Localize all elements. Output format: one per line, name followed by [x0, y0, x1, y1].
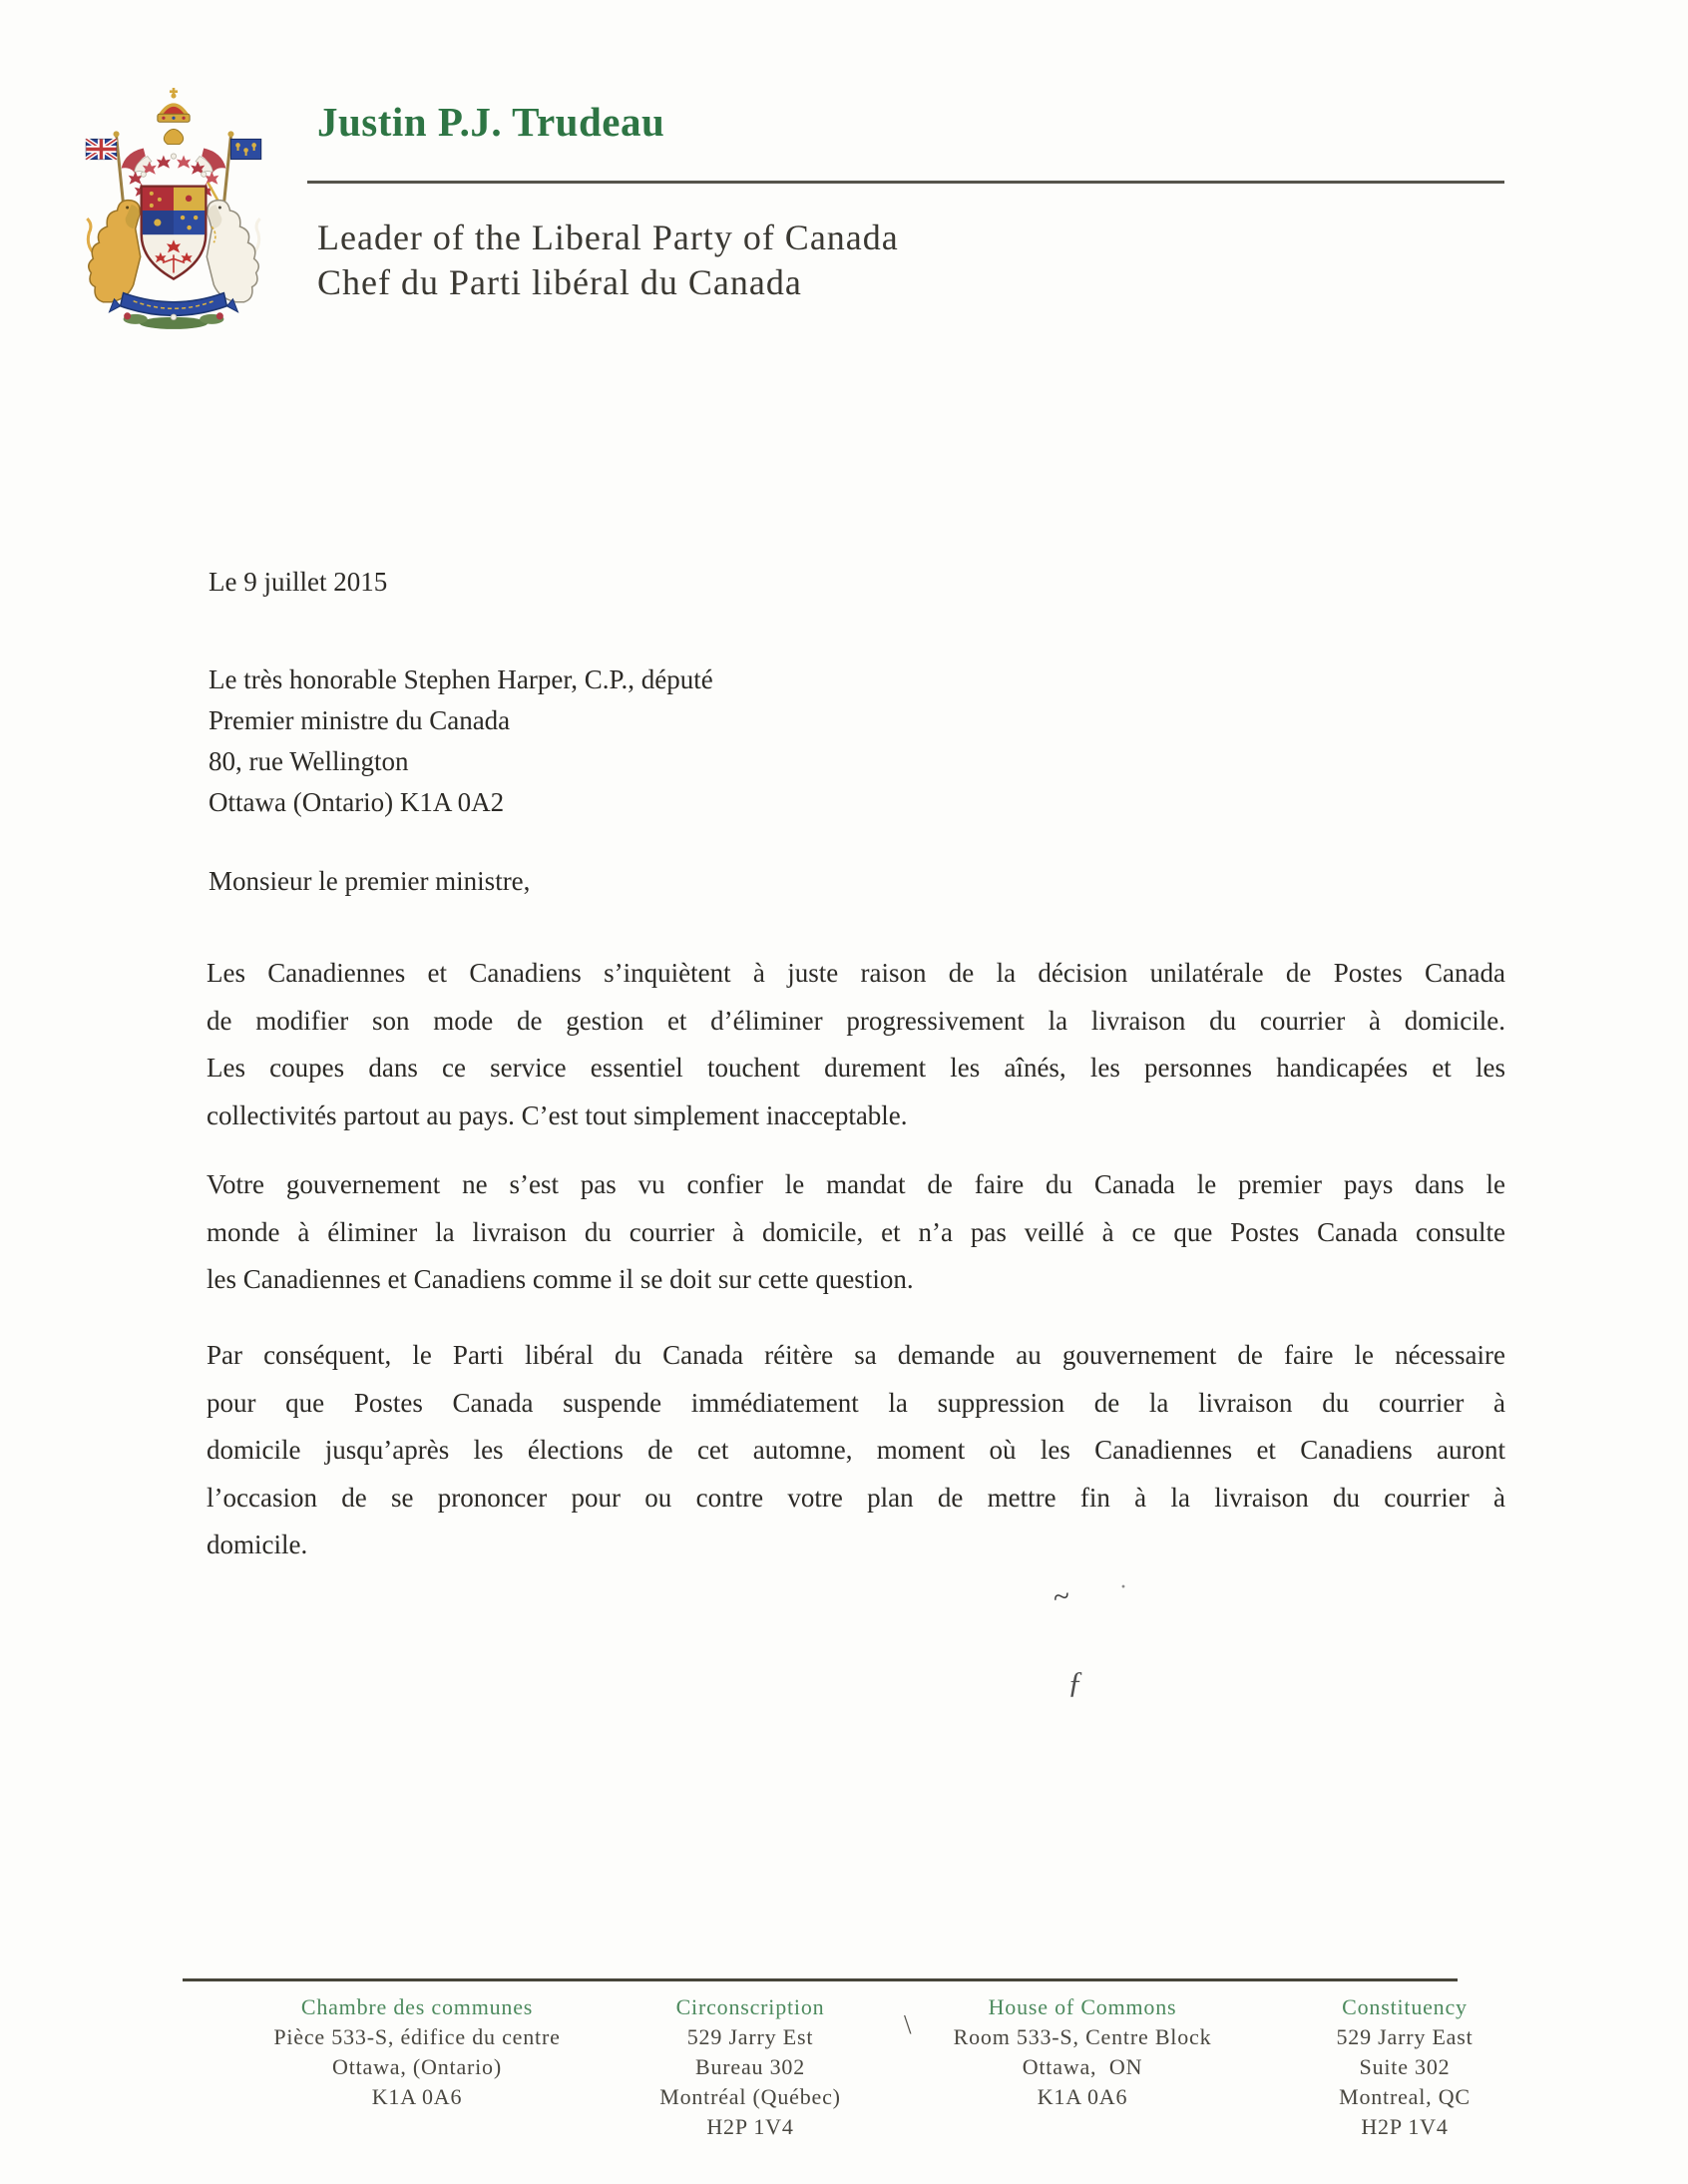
- address-line: 80, rue Wellington: [209, 746, 409, 776]
- header-divider: [307, 181, 1504, 184]
- footer-column-circonscription: [571, 1992, 930, 2142]
- footer-divider: [183, 1978, 1458, 1981]
- footer-heading: House of Commons: [988, 1994, 1177, 2019]
- paragraph-line: Les Canadiennes et Canadiens s’inquiètent à juste raison de la décision unilatérale de Postes Canada: [207, 958, 1505, 988]
- footer-heading: Constituency: [1342, 1994, 1468, 2019]
- footer-line-text: K1A 0A6: [371, 2084, 463, 2109]
- unicorn-supporter-icon: [207, 183, 259, 302]
- canada-coat-of-arms-icon: [82, 86, 265, 337]
- address-line: Le très honorable Stephen Harper, C.P., député: [209, 664, 713, 694]
- sender-title-french: Chef du Parti libéral du Canada: [317, 262, 802, 302]
- royal-crown-icon: [158, 88, 190, 122]
- scan-artifact: ·: [1119, 1574, 1127, 1600]
- recipient-address: [209, 659, 713, 823]
- footer-heading: Circonscription: [675, 1994, 825, 2019]
- scan-artifact: ~: [1051, 1578, 1072, 1615]
- lion-supporter-icon: [87, 201, 140, 302]
- paragraph-line: collectivités partout au pays. C’est tout simplement inacceptable.: [207, 1099, 908, 1130]
- paragraph-line: Par conséquent, le Parti libéral du Canada réitère sa demande au gouvernement de faire le nécessaire: [207, 1340, 1505, 1370]
- footer-line-text: H2P 1V4: [1361, 2114, 1449, 2139]
- footer-column-chambre-des-communes: [237, 1992, 597, 2112]
- paragraph-line: domicile.: [207, 1529, 308, 1559]
- paragraph-line: domicile jusqu’après les élections de cet automne, moment où les Canadiennes et Canadiens auront: [207, 1435, 1505, 1465]
- paragraph-3: [207, 1332, 1505, 1569]
- union-jack-flag-icon: [86, 139, 116, 159]
- footer-column-constituency: [1225, 1992, 1584, 2142]
- footer-line-text: 529 Jarry Est: [686, 2024, 814, 2049]
- paragraph-2: [207, 1161, 1505, 1304]
- footer-line-text: Pièce 533-S, édifice du centre: [273, 2024, 561, 2049]
- footer-line-text: Bureau 302: [694, 2054, 806, 2079]
- footer-line-text: Montreal, QC: [1339, 2084, 1471, 2109]
- sender-name: Justin P.J. Trudeau: [317, 99, 665, 145]
- paragraph-line: l’occasion de se prononcer pour ou contre votre plan de mettre fin à la livraison du courrier à: [207, 1482, 1505, 1513]
- footer-line-text: Ottawa, (Ontario): [332, 2054, 502, 2079]
- address-line: Premier ministre du Canada: [209, 705, 511, 735]
- paragraph-1: [207, 950, 1505, 1139]
- letter-date: Le 9 juillet 2015: [209, 567, 388, 597]
- motto-ribbon-icon: [109, 293, 237, 316]
- footer-line-text: Ottawa, ON: [1022, 2054, 1143, 2079]
- scan-artifact: \: [904, 2009, 912, 2039]
- sender-title-english: Leader of the Liberal Party of Canada: [317, 218, 899, 257]
- paragraph-line: les Canadiennes et Canadiens comme il se doit sur cette question.: [207, 1264, 914, 1294]
- footer-line-text: Suite 302: [1359, 2054, 1451, 2079]
- paragraph-line: Votre gouvernement ne s’est pas vu confier le mandat de faire du Canada le premier pays dans le: [207, 1169, 1505, 1199]
- crest-lion-icon: [164, 129, 183, 144]
- mantling: [122, 148, 226, 174]
- footer-line-text: 529 Jarry East: [1336, 2024, 1474, 2049]
- footer-line-text: Room 533-S, Centre Block: [953, 2024, 1212, 2049]
- paragraph-line: pour que Postes Canada suspende immédiatement la suppression de la livraison du courrier à: [207, 1387, 1505, 1418]
- address-line: Ottawa (Ontario) K1A 0A2: [209, 787, 505, 817]
- salutation: Monsieur le premier ministre,: [209, 866, 531, 896]
- paragraph-line: monde à éliminer la livraison du courrier à domicile, et n’a pas veillé à ce que Postes Canada consulte: [207, 1216, 1505, 1247]
- paragraph-line: de modifier son mode de gestion et d’éliminer progressivement la livraison du courrier à domicile.: [207, 1005, 1505, 1036]
- footer-column-house-of-commons: [903, 1992, 1262, 2112]
- scan-artifact: ƒ: [1067, 1664, 1083, 1699]
- compartment-flora-icon: [124, 312, 224, 329]
- footer-heading: Chambre des communes: [300, 1994, 534, 2019]
- fleur-de-lis-flag-icon: [230, 139, 260, 159]
- footer-line-text: K1A 0A6: [1037, 2084, 1128, 2109]
- footer-line-text: Montréal (Québec): [659, 2084, 841, 2109]
- paragraph-line: Les coupes dans ce service essentiel touchent durement les aînés, les personnes handicapées et les: [207, 1053, 1505, 1083]
- footer-line-text: H2P 1V4: [706, 2114, 794, 2139]
- royal-shield-icon: [142, 187, 207, 279]
